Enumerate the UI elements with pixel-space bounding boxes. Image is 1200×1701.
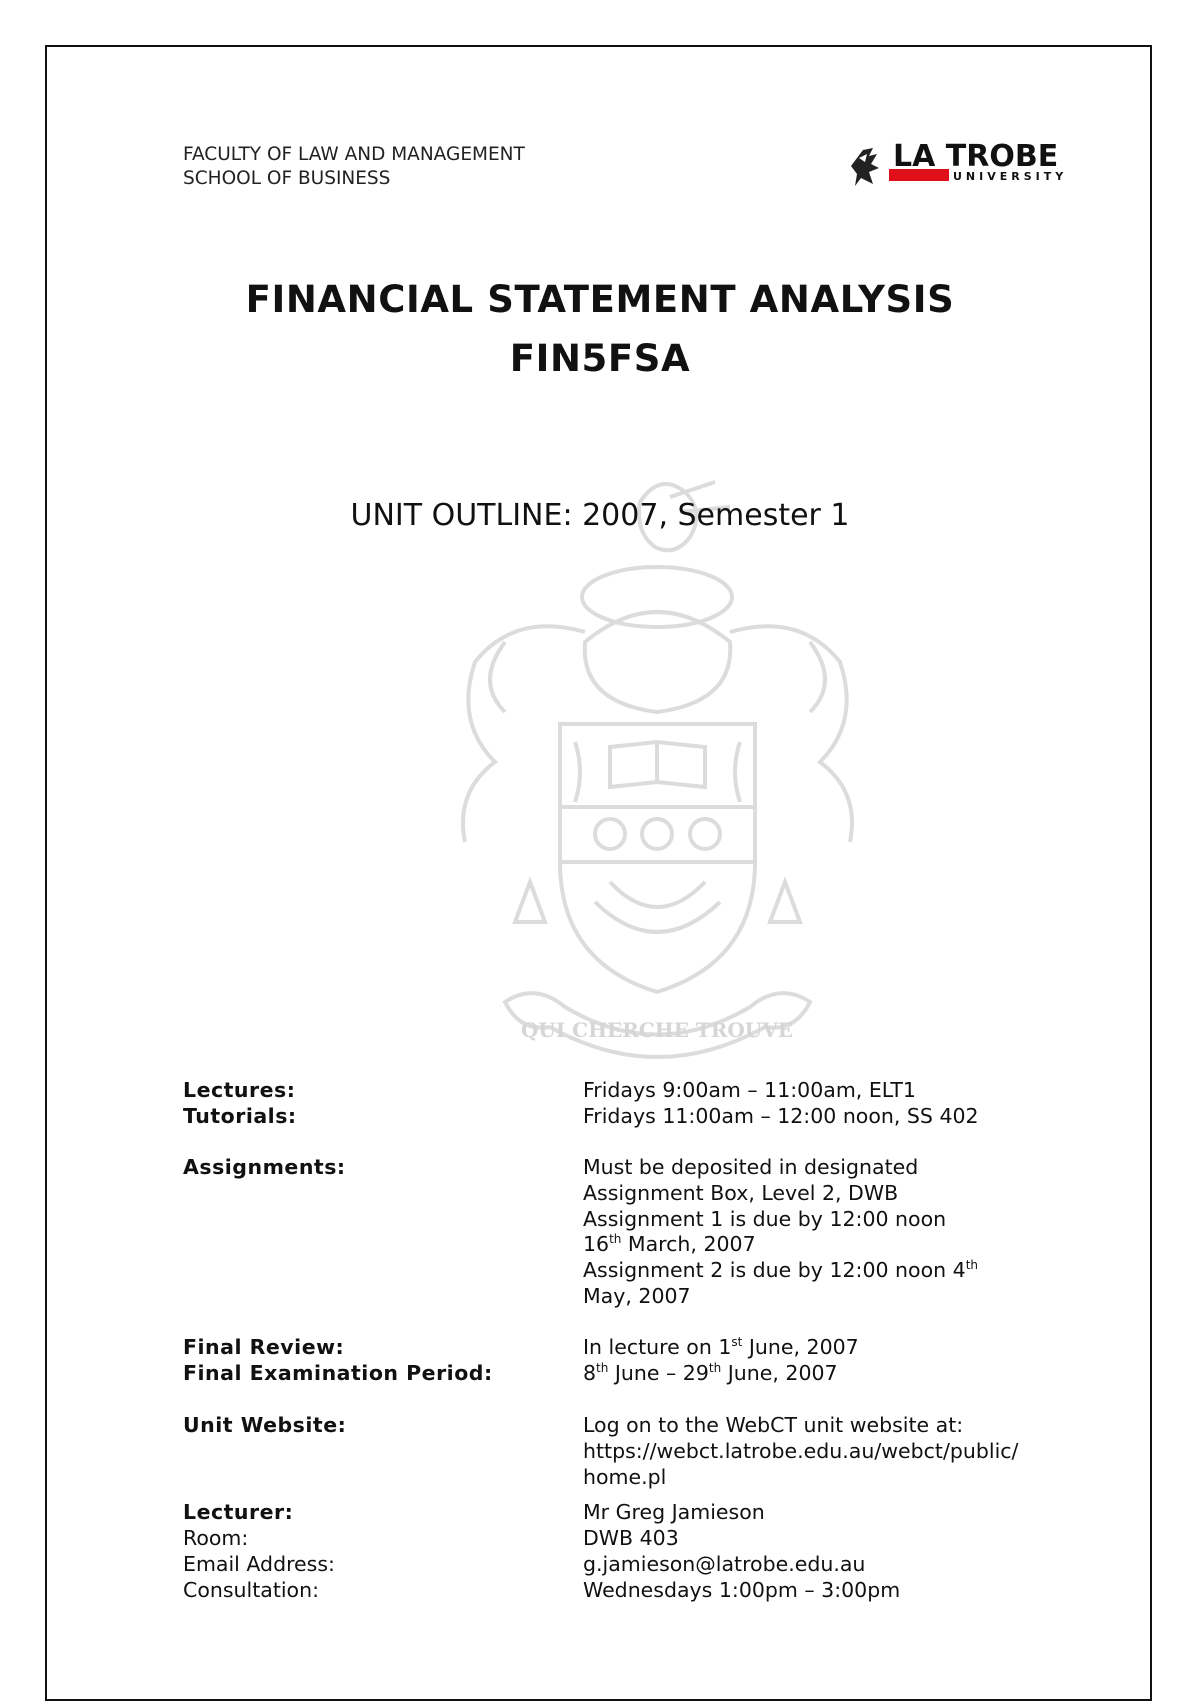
course-title: FINANCIAL STATEMENT ANALYSIS bbox=[245, 278, 955, 321]
assignments-line: Assignment 1 is due by 12:00 noon bbox=[583, 1206, 947, 1231]
final-exam-label: Final Examination Period: bbox=[183, 1361, 493, 1385]
final-review-value: In lecture on 1st June, 2007 bbox=[583, 1335, 859, 1359]
unit-website-value bbox=[583, 1413, 1023, 1490]
course-code: FIN5FSA bbox=[509, 337, 691, 380]
email-label: Email Address: bbox=[183, 1552, 335, 1576]
unit-website-label: Unit Website: bbox=[183, 1413, 347, 1437]
assignments-line: Must be deposited in designated bbox=[583, 1155, 919, 1179]
logo-text-bottom: UNIVERSITY bbox=[953, 170, 1068, 183]
lecturer-label: Lecturer: bbox=[183, 1500, 294, 1524]
tutorials-label: Tutorials: bbox=[183, 1104, 297, 1128]
email-value[interactable]: g.jamieson@latrobe.edu.au bbox=[583, 1552, 866, 1576]
website-instruction: Log on to the WebCT unit website at: bbox=[583, 1413, 964, 1437]
logo-text-top: LA TROBE bbox=[893, 139, 1059, 174]
final-review-label: Final Review: bbox=[183, 1335, 345, 1359]
consultation-value: Wednesdays 1:00pm – 3:00pm bbox=[583, 1578, 901, 1602]
faculty-header bbox=[183, 143, 525, 191]
lectures-value: Fridays 9:00am – 11:00am, ELT1 bbox=[583, 1078, 916, 1102]
final-exam-value: 8th June – 29th June, 2007 bbox=[583, 1361, 838, 1385]
consultation-label: Consultation: bbox=[183, 1578, 319, 1602]
lectures-label: Lectures: bbox=[183, 1078, 296, 1102]
assignments-line: Assignment Box, Level 2, DWB bbox=[583, 1180, 899, 1205]
unit-outline-subtitle: UNIT OUTLINE: 2007, Semester 1 bbox=[350, 498, 850, 533]
room-value: DWB 403 bbox=[583, 1526, 679, 1550]
assignments-label: Assignments: bbox=[183, 1155, 346, 1179]
crest-motto: QUI CHERCHE TROUVE bbox=[520, 1018, 794, 1042]
tutorials-value: Fridays 11:00am – 12:00 noon, SS 402 bbox=[583, 1104, 979, 1128]
website-url[interactable]: https://webct.latrobe.edu.au/webct/public/ bbox=[583, 1438, 1019, 1463]
la-trobe-logo bbox=[845, 138, 1085, 194]
school-name: SCHOOL OF BUSINESS bbox=[183, 168, 391, 189]
assignment1-date: 16th March, 2007 bbox=[583, 1232, 756, 1257]
website-url-cont[interactable]: home.pl bbox=[583, 1464, 667, 1489]
room-label: Room: bbox=[183, 1526, 249, 1550]
lecturer-value: Mr Greg Jamieson bbox=[583, 1500, 765, 1524]
assignment2-date: May, 2007 bbox=[583, 1283, 691, 1308]
faculty-name: FACULTY OF LAW AND MANAGEMENT bbox=[183, 144, 525, 165]
assignment2-due: Assignment 2 is due by 12:00 noon 4th bbox=[583, 1258, 978, 1283]
assignments-value bbox=[583, 1155, 1023, 1310]
university-crest-watermark bbox=[435, 462, 880, 1062]
